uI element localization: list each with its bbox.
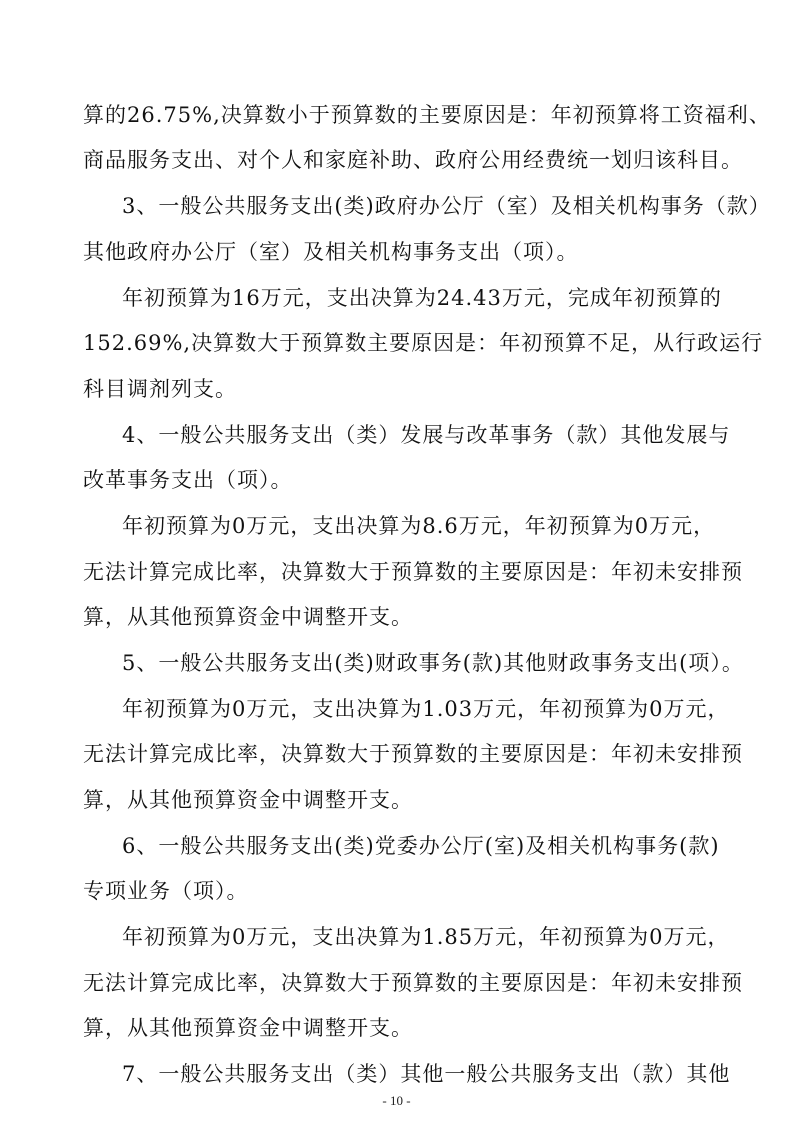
text-line: 无法计算完成比率，决算数大于预算数的主要原因是：年初未安排预 bbox=[83, 971, 743, 995]
text-line: 算的26.75%,决算数小于预算数的主要原因是：年初预算将工资福利、 bbox=[83, 103, 771, 127]
text-line: 算，从其他预算资金中调整开支。 bbox=[83, 788, 413, 812]
text-line: 无法计算完成比率，决算数大于预算数的主要原因是：年初未安排预 bbox=[83, 560, 743, 584]
text-line: 其他政府办公厅（室）及相关机构事务支出（项）。 bbox=[83, 240, 579, 264]
text-line: 152.69%,决算数大于预算数主要原因是：年初预算不足，从行政运行 bbox=[83, 331, 764, 355]
text-line: 科目调剂列支。 bbox=[83, 377, 237, 401]
text-line: 无法计算完成比率，决算数大于预算数的主要原因是：年初未安排预 bbox=[83, 742, 743, 766]
section-heading-5: 5、一般公共服务支出(类)财政事务(款)其他财政事务支出(项）。 bbox=[122, 651, 744, 675]
section-heading-3: 3、一般公共服务支出(类)政府办公厅（室）及相关机构事务（款） bbox=[122, 194, 771, 218]
text-line: 年初预算为0万元，支出决算为8.6万元，年初预算为0万元， bbox=[122, 514, 716, 538]
text-line: 专项业务（项）。 bbox=[83, 879, 249, 903]
text-line: 年初预算为16万元，支出决算为24.43万元，完成年初预算的 bbox=[122, 286, 722, 310]
text-line: 改革事务支出（项）。 bbox=[83, 468, 293, 492]
section-heading-4: 4、一般公共服务支出（类）发展与改革事务（款）其他发展与 bbox=[122, 423, 731, 447]
text-line: 年初预算为0万元，支出决算为1.85万元，年初预算为0万元， bbox=[122, 925, 730, 949]
section-heading-7: 7、一般公共服务支出（类）其他一般公共服务支出（款）其他 bbox=[122, 1062, 731, 1086]
text-line: 商品服务支出、对个人和家庭补助、政府公用经费统一划归该科目。 bbox=[83, 148, 743, 172]
text-line: 年初预算为0万元，支出决算为1.03万元，年初预算为0万元， bbox=[122, 697, 730, 721]
text-line: 算，从其他预算资金中调整开支。 bbox=[83, 1016, 413, 1040]
text-line: 算，从其他预算资金中调整开支。 bbox=[83, 605, 413, 629]
page-number: - 10 - bbox=[382, 1093, 411, 1108]
section-heading-6: 6、一般公共服务支出(类)党委办公厅(室)及相关机构事务(款) bbox=[122, 834, 720, 858]
